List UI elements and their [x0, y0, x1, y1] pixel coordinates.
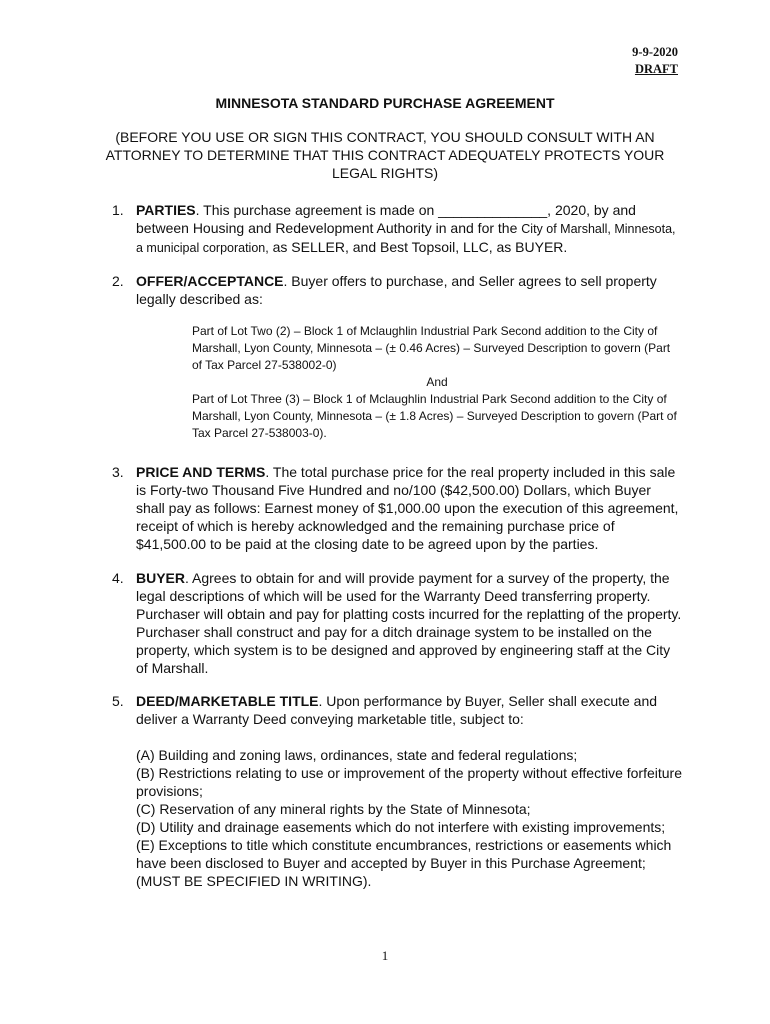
section-price-terms: [112, 463, 682, 553]
title-exception-c: (C) Reservation of any mineral rights by the State of Minnesota;: [136, 801, 531, 817]
section-body: [136, 272, 682, 308]
section-heading: PARTIES: [136, 202, 196, 218]
section-body: [136, 569, 682, 677]
section-number: 3.: [112, 464, 124, 480]
title-exception-e: (E) Exceptions to title which constitute encumbrances, restrictions or easements which have been disclosed to Buyer and accepted by Buyer in this Purchase Agreement; (MUST BE SPECIFIED IN WRITING).: [136, 837, 672, 889]
page-number: 1: [381, 948, 389, 963]
section-heading: DEED/MARKETABLE TITLE: [136, 693, 319, 709]
section-text: as SELLER, and Best Topsoil, LLC, as BUYER.: [268, 239, 568, 255]
section-text: . Agrees to obtain for and will provide payment for a survey of the property, the legal descriptions of which will be used for the Warranty Deed transferring property. Purchaser will obtain and pay for platting costs incurred for the replatting of the property. Purchaser shall construct and pay for a ditch drainage system to be installed on the property, which system is to be designed and approved by engineering staff at the City of Marshall.: [136, 570, 682, 676]
section-text: . Buyer offers to purchase, and Seller agrees to sell property legally described as:: [136, 273, 657, 307]
document-date: 9-9-2020: [632, 45, 678, 59]
legal-and: And: [426, 375, 448, 389]
title-exception-a: (A) Building and zoning laws, ordinances, state and federal regulations;: [136, 747, 578, 763]
section-body: [136, 463, 682, 553]
document-date-block: [632, 44, 678, 78]
section-heading: OFFER/ACCEPTANCE: [136, 273, 284, 289]
seller-name: City of Marshall, Minnesota, a municipal corporation,: [136, 222, 676, 255]
legal-parcel-1: Part of Lot Two (2) – Block 1 of Mclaughlin Industrial Park Second addition to the City of Marshall, Lyon County, Minnesota – (± 0.46 Acres) – Surveyed Description to govern (Part of Tax Parcel 27-538002-0): [192, 324, 671, 372]
caution-notice: (BEFORE YOU USE OR SIGN THIS CONTRACT, YOU SHOULD CONSULT WITH AN ATTORNEY TO DETERMINE THAT THIS CONTRACT ADEQUATELY PROTECTS YOUR LEGAL RIGHTS): [105, 129, 665, 181]
section-heading: BUYER: [136, 570, 186, 586]
section-number: 2.: [112, 273, 124, 289]
section-parties: [112, 201, 682, 257]
draft-label: DRAFT: [634, 62, 678, 76]
section-buyer: [112, 569, 682, 677]
section-number: 1.: [112, 202, 124, 218]
title-exception-d: (D) Utility and drainage easements which do not interfere with existing improvements;: [136, 819, 666, 835]
section-deed-title: [112, 692, 682, 890]
section-text: . This purchase agreement is made on ______________, 2020, by and between Housing and Redevelopment Authority in and for the: [136, 202, 636, 236]
section-text: . The total purchase price for the real property included in this sale is Forty-two Thousand Five Hundred and no/100 ($42,500.00) Dollars, which Buyer shall pay as follows: Earnest money of $1,000.00 upon the execution of this agreement, receipt of which is hereby acknowledged and the remaining purchase price of $41,500.00 to be paid at the closing date to be agreed upon by the parties.: [136, 464, 679, 552]
section-body: [136, 692, 682, 890]
section-body: [136, 201, 682, 257]
section-text: . Upon performance by Buyer, Seller shall execute and deliver a Warranty Deed conveying marketable title, subject to:: [136, 693, 658, 727]
legal-description: [192, 323, 682, 442]
section-offer-acceptance: [112, 272, 682, 308]
legal-parcel-2: Part of Lot Three (3) – Block 1 of Mclaughlin Industrial Park Second addition to the City of Marshall, Lyon County, Minnesota – (± 1.8 Acres) – Surveyed Description to govern (Part of Tax Parcel 27-538003-0).: [192, 392, 677, 440]
title-exception-b: (B) Restrictions relating to use or improvement of the property without effective forfeiture provisions;: [136, 765, 682, 799]
document-title: MINNESOTA STANDARD PURCHASE AGREEMENT: [215, 95, 555, 111]
section-number: 5.: [112, 693, 124, 709]
section-number: 4.: [112, 570, 124, 586]
section-heading: PRICE AND TERMS: [136, 464, 266, 480]
